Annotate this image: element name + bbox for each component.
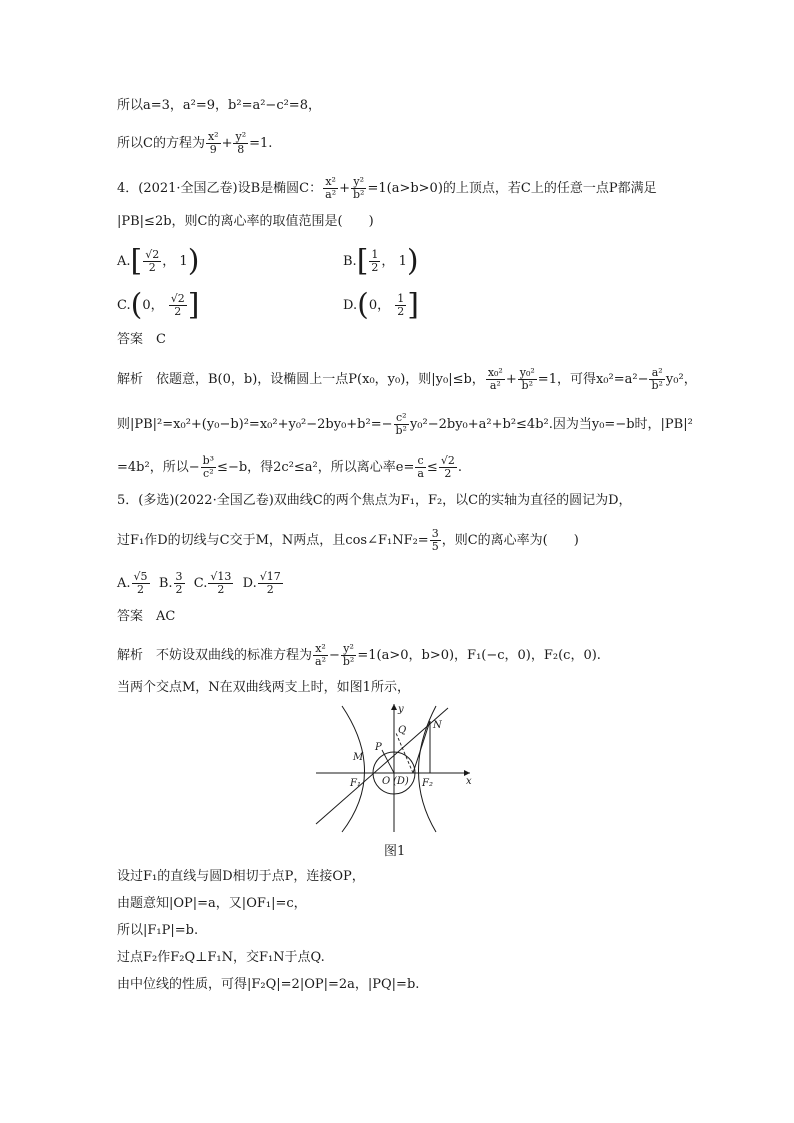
option-4b: B.[ $\frac{1}{2}$ ， 1) (343, 243, 419, 279)
label-n: N (433, 720, 442, 731)
hyperbola-figure (312, 700, 482, 834)
label-f1: F₁ (350, 778, 361, 789)
line-2: 所以C的方程为 $\frac{\text{x²}}{9}$ + $\frac{\text{y²}}{8}$ =1. (117, 130, 273, 156)
explanation-5-line-2: 当两个交点M，N在双曲线两支上时，如图1所示， (117, 680, 410, 695)
label-q: Q (398, 725, 407, 736)
label-m: M (353, 752, 364, 763)
label-d: (D) (393, 776, 409, 787)
label-o: O (382, 776, 391, 787)
step-1: 设过F₁的直线与圆D相切于点P，连接OP， (117, 869, 365, 884)
question-5-line-1: 5．(多选)(2022·全国乙卷)双曲线C的两个焦点为F₁，F₂，以C的实轴为直径的圆记为D， (117, 493, 632, 508)
explanation-4-line-2: 则|PB|²=x₀²+(y₀−b)²=x₀²+y₀²−2by₀+b²=− $\frac{\text{c²}}{\text{b²}}$ y₀²−2by₀+a²+b²≤4b².因为当y₀=−b时，|PB|² (117, 411, 693, 437)
answer-5: 答案 AC (117, 609, 176, 624)
step-2: 由题意知|OP|=a，又|OF₁|=c， (117, 896, 307, 911)
line-1: 所以a=3，a²=9，b²=a²−c²=8， (117, 98, 321, 113)
step-5: 由中位线的性质，可得|F₂Q|=2|OP|=2a，|PQ|=b. (117, 977, 420, 992)
explanation-5-line-1: 解析 不妨设双曲线的标准方程为 $\frac{\text{x²}}{\text{a²}}$ − $\frac{\text{y²}}{\text{b²}}$ =1(a>0，b>0)，F₁(−c，0)，F₂(c，0). (117, 642, 601, 668)
line-op (382, 750, 394, 773)
label-y: y (398, 704, 404, 715)
label-x: x (466, 776, 472, 787)
step-3: 所以|F₁P|=b. (117, 923, 199, 938)
option-4a: A.[ $\frac{√2}{2}$ ， 1) (117, 243, 200, 279)
label-f2: F₂ (422, 778, 433, 789)
label-p: P (375, 742, 382, 753)
explanation-4-line-3: =4b²，所以− $\frac{\text{b³}}{\text{c²}}$ ≤−b，得2c²≤a²，所以离心率e= $\frac{c}{a}$ ≤ $\frac{√2}{2}$ . (117, 454, 462, 480)
step-4: 过点F₂作F₂Q⊥F₁N，交F₁N于点Q. (117, 950, 325, 965)
options-5: A. $\frac{√5}{2}$ B. $\frac{3}{2}$ C. $\frac{√13}{2}$ D. $\frac{√17}{2}$ (117, 570, 281, 596)
hyperbola-left-branch (342, 706, 365, 832)
answer-4: 答案 C (117, 332, 166, 347)
figure-caption: 图1 (384, 844, 406, 859)
explanation-4-line-1: 解析 依题意，B(0，b)，设椭圆上一点P(x₀，y₀)，则|y₀|≤b， $\frac{\text{x₀²}}{\text{a²}}$ + $\frac{\text{y₀²}}{\text{b²}}$ =1，可得x₀²=a²− $\frac{\text{a²}}{\text{b²}}$ y₀²， (117, 366, 697, 392)
option-4c: C.(0， $\frac{√2}{2}$ ] (117, 287, 200, 323)
line-f2n (413, 721, 430, 773)
question-4-line-1: 4．(2021·全国乙卷)设B是椭圆C： $\frac{\text{x²}}{\text{a²}}$ + $\frac{\text{y²}}{\text{b²}}$ =1(a>b>0)的上顶点，若C上的任意一点P都满足 (117, 175, 657, 201)
option-4d: D.(0， $\frac{1}{2}$ ] (343, 287, 419, 323)
question-4-line-2: |PB|≤2b，则C的离心率的取值范围是( ) (117, 214, 374, 229)
question-5-line-2: 过F₁作D的切线与C交于M，N两点，且cos∠F₁NF₂= $\frac{3}{5}$ ，则C的离心率为( ) (117, 527, 579, 553)
y-axis-arrow (391, 704, 397, 710)
